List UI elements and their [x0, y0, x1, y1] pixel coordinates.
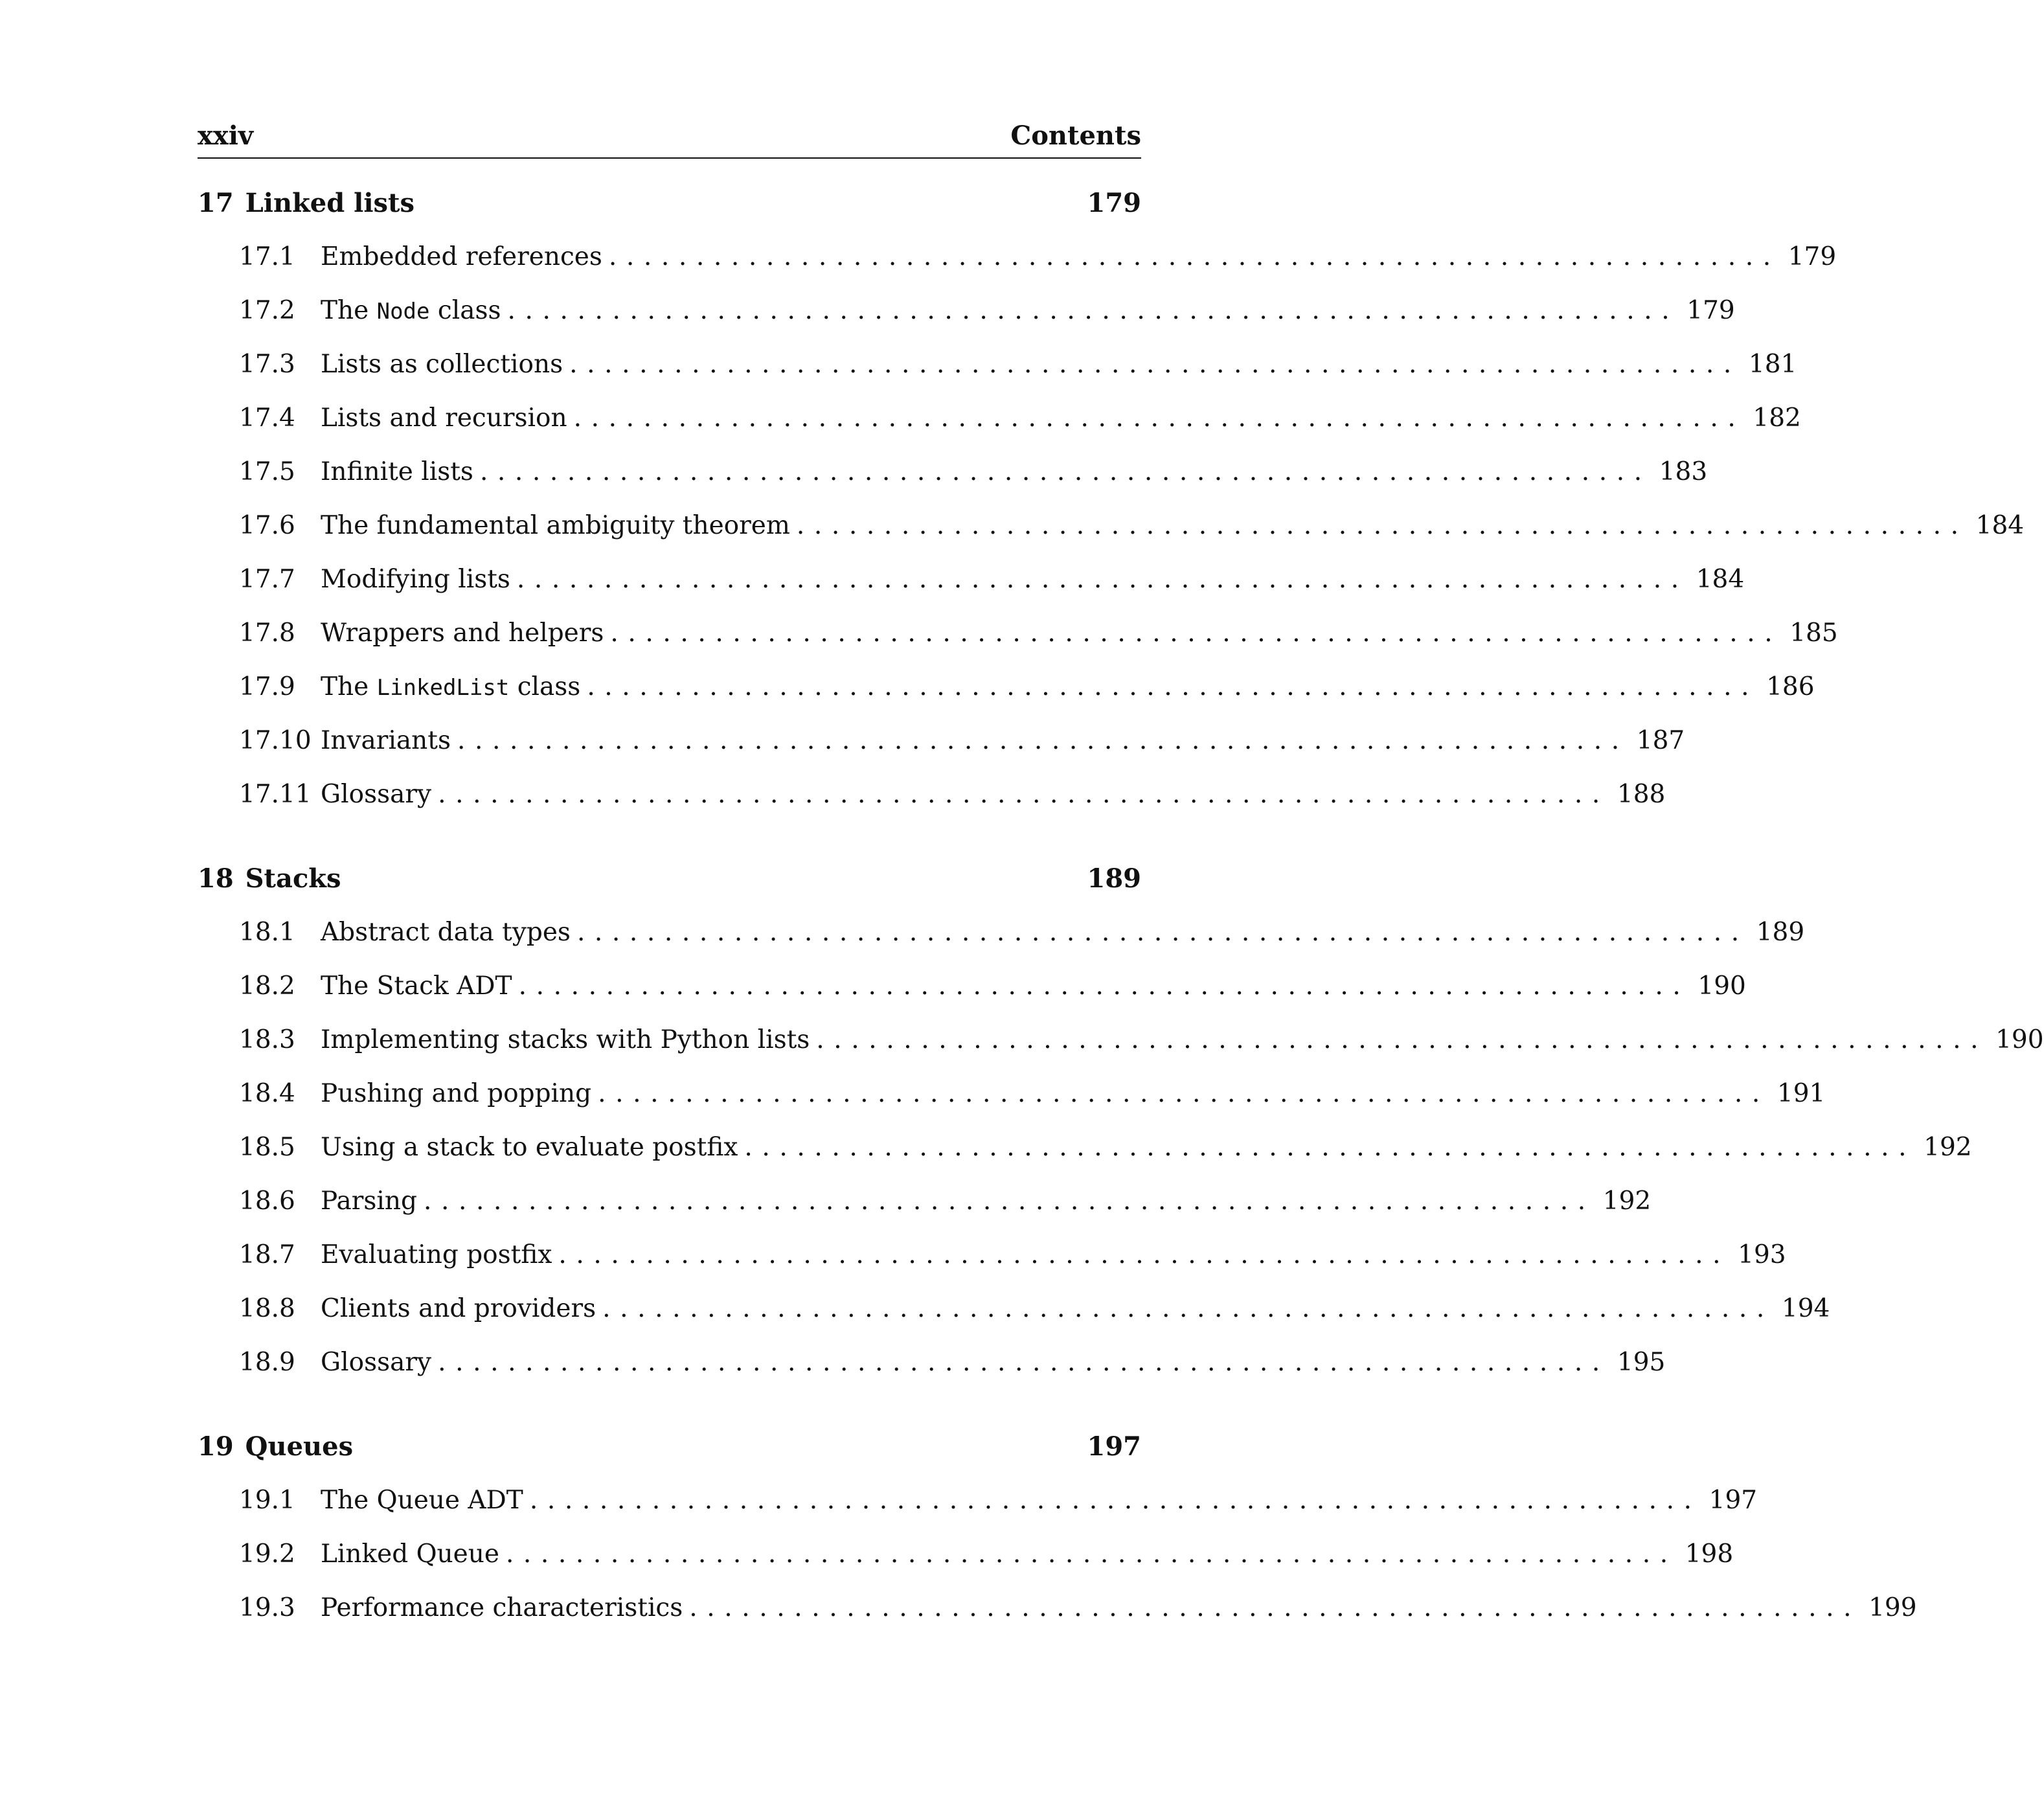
- toc-entry[interactable]: [198, 970, 1746, 1003]
- section-title: [321, 563, 517, 596]
- dot-leader: ...................................................................: [558, 1240, 1731, 1269]
- chapter-page-number: 197: [1087, 1431, 1141, 1462]
- section-title-text: Infinite lists: [321, 457, 473, 486]
- section-title: [321, 295, 508, 328]
- section-title-text: Clients and providers: [321, 1294, 596, 1323]
- chapter-heading[interactable]: [198, 863, 1141, 895]
- dot-leader: ...................................................................: [587, 672, 1759, 701]
- toc-entry[interactable]: [198, 295, 1735, 327]
- section-page-number: 192: [1602, 1187, 1652, 1216]
- chapter-title: [198, 863, 341, 895]
- dot-leader: ...................................................................: [598, 1079, 1769, 1108]
- section-title-text: Invariants: [321, 726, 451, 755]
- dot-leader: ...................................................................: [610, 619, 1782, 648]
- section-title: [321, 778, 438, 811]
- section-title: [321, 510, 797, 542]
- toc-entry[interactable]: [198, 456, 1708, 488]
- dot-leader: ...................................................................: [573, 403, 1745, 433]
- section-title: [321, 1592, 689, 1624]
- running-header: [198, 120, 1141, 159]
- section-number: 17.4: [239, 403, 295, 433]
- chapter-title: [198, 1431, 353, 1463]
- section-number: 17.7: [239, 565, 295, 594]
- section-page-number: 190: [1698, 971, 1746, 1001]
- dot-leader: ...................................................................: [796, 511, 1968, 540]
- section-page-number: 179: [1686, 296, 1735, 325]
- section-number: 18.1: [239, 918, 295, 947]
- section-title: [321, 1078, 598, 1110]
- section-page-number: 193: [1738, 1240, 1786, 1269]
- section-title-code: LinkedList: [376, 675, 510, 701]
- chapter-heading[interactable]: [198, 187, 1141, 220]
- chapter-heading[interactable]: [198, 1431, 1141, 1463]
- dot-leader: ...................................................................: [816, 1025, 1988, 1054]
- section-title-text: Wrappers and helpers: [321, 619, 604, 648]
- section-page-number: 191: [1777, 1079, 1826, 1108]
- toc-chapter: [198, 1431, 1917, 1624]
- toc-entry[interactable]: [198, 1484, 1758, 1517]
- toc-entry[interactable]: [198, 1185, 1652, 1218]
- toc-entry[interactable]: [198, 1538, 1734, 1571]
- dot-leader: ...................................................................: [518, 971, 1690, 1001]
- chapter-number: 19: [198, 1431, 234, 1462]
- chapter-page-number: 189: [1087, 863, 1141, 894]
- section-title: [321, 1131, 744, 1164]
- contents-page: [198, 120, 2044, 1624]
- toc-entry[interactable]: [198, 725, 1685, 757]
- toc-entry[interactable]: [198, 1293, 1830, 1325]
- chapter-title: [198, 187, 414, 220]
- section-number: 17.11: [239, 780, 312, 809]
- section-number: 17.8: [239, 619, 295, 648]
- section-page-number: 195: [1617, 1348, 1666, 1377]
- section-number: 17.6: [239, 511, 295, 540]
- section-title-text: Lists as collections: [321, 350, 563, 379]
- section-title-text: The Stack ADT: [321, 971, 512, 1001]
- section-page-number: 197: [1709, 1486, 1758, 1515]
- chapter-name: Stacks: [245, 863, 341, 894]
- section-number: 18.9: [239, 1348, 295, 1377]
- section-number: 19.3: [239, 1593, 295, 1622]
- toc-entry[interactable]: [198, 778, 1666, 811]
- section-title-text: Embedded references: [321, 242, 602, 271]
- section-title: [321, 348, 569, 381]
- section-title: [321, 1293, 602, 1325]
- toc-entry[interactable]: [198, 1592, 1917, 1624]
- section-page-number: 186: [1766, 672, 1815, 701]
- dot-leader: ...................................................................: [479, 457, 1652, 486]
- section-title: [321, 402, 574, 435]
- chapter-number: 17: [198, 188, 234, 218]
- toc-entry[interactable]: [198, 1239, 1786, 1271]
- section-page-number: 183: [1659, 457, 1708, 486]
- toc-entry[interactable]: [198, 1078, 1826, 1110]
- section-title-text: Glossary: [321, 1348, 432, 1377]
- section-page-number: 179: [1788, 242, 1837, 271]
- toc-chapter: [198, 863, 2044, 1379]
- section-title: [321, 725, 457, 757]
- section-page-number: 198: [1685, 1540, 1734, 1569]
- section-title: [321, 671, 587, 704]
- toc-entry[interactable]: [198, 671, 1815, 703]
- toc-entry[interactable]: [198, 617, 1838, 650]
- toc-chapter: [198, 187, 2025, 811]
- page-number: xxiv: [198, 120, 254, 151]
- toc-entry[interactable]: [198, 510, 2025, 542]
- section-page-number: 199: [1868, 1593, 1917, 1622]
- section-title: [321, 456, 480, 488]
- section-number: 17.1: [239, 242, 295, 271]
- section-number: 18.4: [239, 1079, 295, 1108]
- section-page-number: 187: [1636, 726, 1685, 755]
- section-title: [321, 916, 577, 949]
- dot-leader: ...................................................................: [505, 1540, 1677, 1569]
- dot-leader: ...................................................................: [507, 296, 1679, 325]
- toc-entry[interactable]: [198, 1346, 1666, 1379]
- section-title: [321, 1538, 506, 1571]
- dot-leader: ...................................................................: [516, 565, 1688, 594]
- toc-entry[interactable]: [198, 402, 1801, 435]
- section-number: 19.2: [239, 1540, 295, 1569]
- dot-leader: ...................................................................: [744, 1133, 1916, 1162]
- section-number: 18.8: [239, 1294, 295, 1323]
- section-title-text: Evaluating postfix: [321, 1240, 552, 1269]
- section-title-text: Linked Queue: [321, 1540, 499, 1569]
- section-title: [321, 1239, 558, 1271]
- section-title-text: Using a stack to evaluate postfix: [321, 1133, 738, 1162]
- section-number: 19.1: [239, 1486, 295, 1515]
- dot-leader: ...................................................................: [438, 780, 1609, 809]
- section-page-number: 192: [1924, 1133, 1972, 1162]
- section-title-text: The Queue ADT: [321, 1486, 523, 1515]
- section-page-number: 182: [1753, 403, 1801, 433]
- toc-entry[interactable]: [198, 1131, 1972, 1164]
- dot-leader: ...................................................................: [608, 242, 1780, 271]
- section-page-number: 190: [1995, 1025, 2044, 1054]
- section-title-text: Implementing stacks with Python lists: [321, 1025, 810, 1054]
- chapter-page-number: 179: [1087, 188, 1141, 218]
- section-title-text: Parsing: [321, 1187, 417, 1216]
- table-of-contents: [198, 187, 2044, 1624]
- section-page-number: 188: [1617, 780, 1666, 809]
- section-title-text: Abstract data types: [321, 918, 571, 947]
- section-number: 18.7: [239, 1240, 295, 1269]
- section-page-number: 189: [1756, 918, 1805, 947]
- section-title-text: Modifying lists: [321, 565, 510, 594]
- section-number: 17.9: [239, 672, 295, 701]
- running-section-title: Contents: [1010, 120, 1141, 151]
- section-title-text: Performance characteristics: [321, 1593, 683, 1622]
- section-title: [321, 241, 609, 273]
- toc-entry[interactable]: [198, 563, 1745, 596]
- section-title: [321, 1185, 424, 1218]
- section-title: [321, 1484, 530, 1517]
- dot-leader: ...................................................................: [438, 1348, 1609, 1377]
- section-page-number: 185: [1789, 619, 1838, 648]
- section-title-text: Glossary: [321, 780, 432, 809]
- section-title-text: The fundamental ambiguity theorem: [321, 511, 790, 540]
- toc-entry[interactable]: [198, 916, 1805, 949]
- section-title-text-after: class: [429, 296, 501, 325]
- chapter-name: Linked lists: [245, 188, 415, 218]
- section-title-text: The: [321, 296, 377, 325]
- section-number: 17.3: [239, 350, 295, 379]
- section-page-number: 184: [1975, 511, 2025, 540]
- dot-leader: ...................................................................: [602, 1294, 1774, 1323]
- toc-entry[interactable]: [198, 241, 1837, 273]
- dot-leader: ...................................................................: [576, 918, 1749, 947]
- section-number: 18.5: [239, 1133, 295, 1162]
- section-title: [321, 1024, 816, 1056]
- dot-leader: ...................................................................: [457, 726, 1629, 755]
- section-title-code: Node: [376, 299, 430, 324]
- section-number: 18.6: [239, 1187, 295, 1216]
- toc-entry[interactable]: [198, 1024, 2044, 1056]
- section-number: 17.2: [239, 296, 295, 325]
- section-title-text: The: [321, 672, 377, 701]
- section-number: 18.3: [239, 1025, 295, 1054]
- chapter-number: 18: [198, 863, 234, 894]
- section-number: 17.10: [239, 726, 312, 755]
- section-title: [321, 1346, 438, 1379]
- section-number: 18.2: [239, 971, 295, 1001]
- section-title-text-after: class: [509, 672, 581, 701]
- section-page-number: 181: [1748, 350, 1797, 379]
- section-number: 17.5: [239, 457, 295, 486]
- dot-leader: ...................................................................: [689, 1593, 1861, 1622]
- dot-leader: ...................................................................: [569, 350, 1741, 379]
- dot-leader: ...................................................................: [529, 1486, 1701, 1515]
- toc-entry[interactable]: [198, 348, 1797, 381]
- section-title: [321, 970, 519, 1003]
- dot-leader: ...................................................................: [423, 1187, 1595, 1216]
- section-title: [321, 617, 610, 650]
- section-title-text: Lists and recursion: [321, 403, 567, 433]
- section-title-text: Pushing and popping: [321, 1079, 592, 1108]
- chapter-name: Queues: [245, 1431, 354, 1462]
- section-page-number: 194: [1781, 1294, 1830, 1323]
- section-page-number: 184: [1696, 565, 1745, 594]
